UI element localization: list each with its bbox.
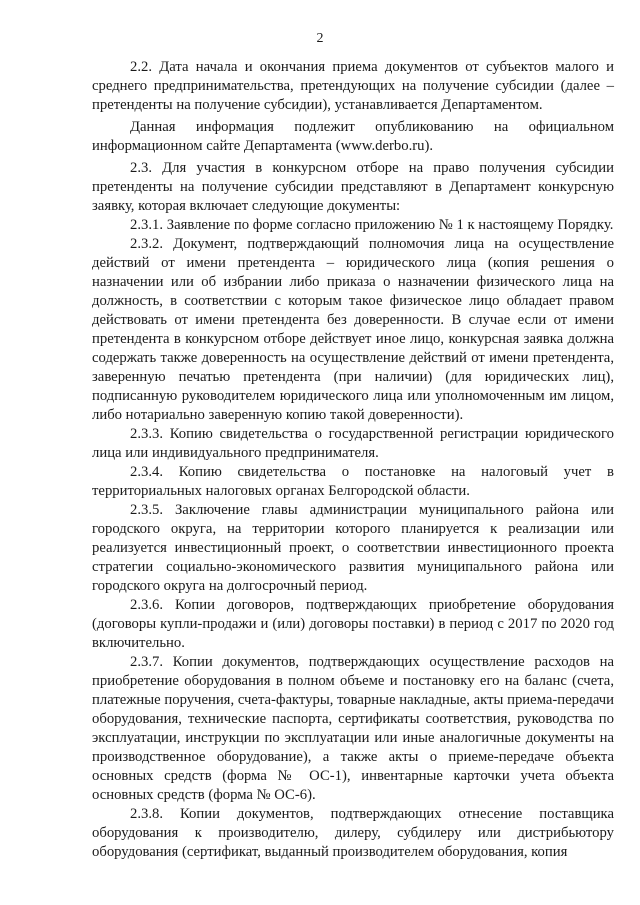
paragraph-2-3-4: 2.3.4. Копию свидетельства о постановке на налоговый учет в территориальных налоговых органах Белгородской области.	[92, 464, 614, 499]
paragraph-2-3-3: 2.3.3. Копию свидетельства о государственной регистрации юридического лица или индивидуального предпринимателя.	[92, 426, 614, 461]
paragraph-2-3-6: 2.3.6. Копии договоров, подтверждающих приобретение оборудования (договоры купли-продажи и (или) договоры поставки) в период с 2017 по 2020 год включительно.	[92, 597, 614, 651]
document-body	[92, 58, 614, 862]
paragraph-publication-note: Данная информация подлежит опубликованию на официальном информационном сайте Департамента (www.derbo.ru).	[92, 119, 614, 154]
paragraph-2-3: 2.3. Для участия в конкурсном отборе на право получения субсидии претенденты на получение субсидии представляют в Департамент конкурсную заявку, которая включает следующие документы:	[92, 160, 614, 214]
paragraph-2-2: 2.2. Дата начала и окончания приема документов от субъектов малого и среднего предпринимательства, претендующих на получение субсидии (далее – претенденты на получение субсидии), устанавливается Департаментом.	[92, 59, 614, 113]
paragraph-2-3-1: 2.3.1. Заявление по форме согласно приложению № 1 к настоящему Порядку.	[130, 217, 614, 233]
paragraph-2-3-7: 2.3.7. Копии документов, подтверждающих осуществление расходов на приобретение оборудования в полном объеме и постановку его на баланс (счета, платежные поручения, счета-фактуры, товарные накладные, акты приема-передачи оборудования, технические паспорта, сертификаты соответствия, руководства по эксплуатации, инструкции по эксплуатации или иные аналогичные документы на производственное оборудование), а также акты о приеме-передаче объекта основных средств (форма № ОС-1), инвентарные карточки учета объекта основных средств (форма № ОС-6).	[92, 654, 614, 803]
paragraph-2-3-5: 2.3.5. Заключение главы администрации муниципального района или городского округа, на территории которого планируется к реализации или реализуется инвестиционный проект, о соответствии инвестиционного проекта стратегии социально-экономического развития муниципального района или городского округа на долгосрочный период.	[92, 502, 614, 594]
paragraph-2-3-8: 2.3.8. Копии документов, подтверждающих отнесение поставщика оборудования к производителю, дилеру, субдилеру или дистрибьютору оборудования (сертификат, выданный производителем оборудования, копия	[92, 806, 614, 860]
paragraph-2-3-2: 2.3.2. Документ, подтверждающий полномочия лица на осуществление действий от имени претендента – юридического лица (копия решения о назначении или об избрании либо приказа о назначении физического лица на должность, в соответствии с которым такое физическое лицо обладает правом действовать от имени претендента без доверенности. В случае если от имени претендента в конкурсном отборе действует иное лицо, конкурсная заявка должна содержать также доверенность на осуществление действий от имени претендента, заверенную печатью претендента (при наличии) (для юридических лиц), подписанную руководителем юридического лица или уполномоченным им лицом, либо нотариально заверенную копию такой доверенности).	[92, 236, 614, 423]
page-number: 2	[316, 31, 324, 46]
